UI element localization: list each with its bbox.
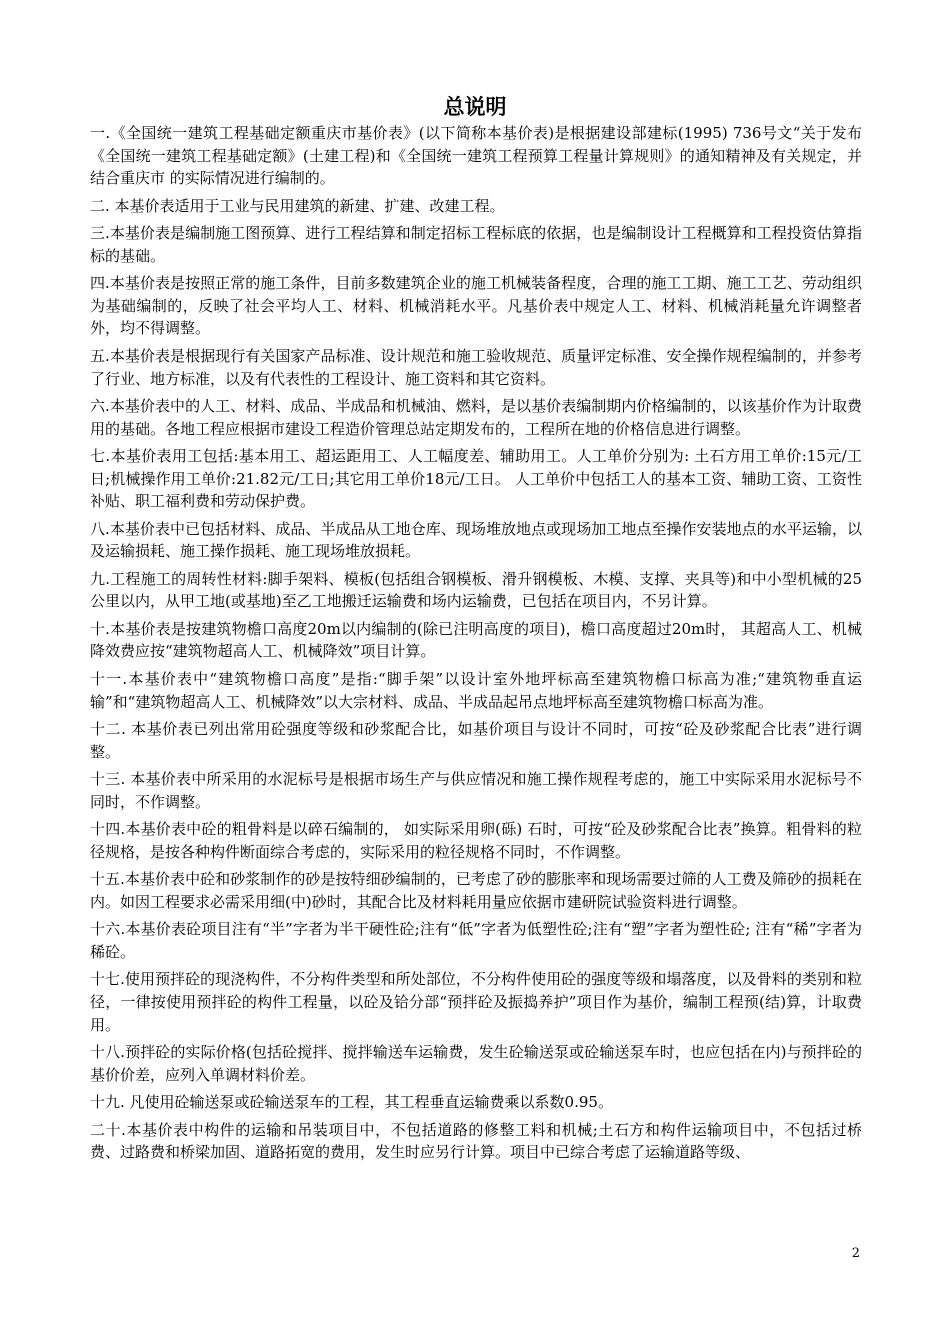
paragraph-2: 二. 本基价表适用于工业与民用建筑的新建、扩建、改建工程。 (90, 196, 505, 215)
paragraph-17: 十七.使用预拌砼的现浇构件，不分构件类型和所处部位，不分构件使用砼的强度等级和塌落度，以及骨料的类别和粒径，一律按使用预拌砼的构件工程量，以砼及铪分部“预拌砼及振捣养护”项目作为基价，编制工程预(结)算，计取费用。 (90, 970, 862, 1034)
document-title: 总说明 (443, 95, 507, 119)
paragraph-3: 三.本基价表是编制施工图预算、进行工程结算和制定招标工程标底的依据，也是编制设计工程概算和工程投资估算指标的基础。 (90, 224, 862, 265)
paragraph-20: 二十.本基价表中构件的运输和吊装项目中，不包括道路的修整工料和机械;土石方和构件运输项目中，不包括过桥费、过路费和桥梁加固、道路拓宽的费用，发生时应另行计算。项目中已综合考虑了运输道路等级、 (90, 1120, 862, 1162)
document-body (90, 122, 862, 1169)
paragraph-9: 九.工程施工的周转性材料:脚手架料、模板(包括组合钢模板、滑升钢模板、木模、支撑、夹具等)和中小型机械的25公里以内，从甲工地(或基地)至乙工地搬迁运输费和场内运输费，已包括在项目内，不另计算。 (90, 569, 862, 611)
paragraph-12: 十二. 本基价表已列出常用砼强度等级和砂浆配合比，如基价项目与设计不同时，可按“砼及砂浆配合比表”进行调整。 (90, 720, 862, 761)
paragraph-10: 十.本基价表是按建筑物檐口高度20m以内编制的(除已注明高度的项目)，檐口高度超过20m时， 其超高人工、机械降效费应按“建筑物超高人工、机械降效”项目计算。 (90, 619, 862, 661)
paragraph-16: 十六.本基价表砼项目注有“半”字者为半干硬性砼;注有“低”字者为低塑性砼;注有“塑”字者为塑性砼; 注有“稀”字者为稀砼。 (90, 920, 862, 961)
paragraph-6: 六.本基价表中的人工、材料、成品、半成品和机械油、燃料，是以基价表编制期内价格编制的，以该基价作为计取费用的基础。各地工程应根据市建设工程造价管理总站定期发布的，工程所在地的价格信息进行调整。 (90, 396, 862, 438)
paragraph-19: 十九. 凡使用砼输送泵或砼输送泵车的工程，其工程垂直运输费乘以系数0.95。 (90, 1093, 613, 1112)
page-number: 2 (851, 1246, 860, 1261)
paragraph-1: 一.《全国统一建筑工程基础定额重庆市基价表》(以下简称本基价表)是根据建设部建标(1995) 736号文“关于发布《全国统一建筑工程基础定额》(土建工程)和《全国统一建筑工程预算工程量计算规则》的通知精神及有关规定，并结合重庆市 的实际情况进行编制的。 (90, 124, 862, 188)
paragraph-11: 十一.本基价表中“建筑物檐口高度”是指:“脚手架”以设计室外地坪标高至建筑物檐口标高为准;“建筑物垂直运输”和“建筑物超高人工、机械降效”以大宗材料、成品、半成品起吊点地坪标高至建筑物檐口标高为准。 (90, 669, 862, 711)
paragraph-13: 十三. 本基价表中所采用的水泥标号是根据市场生产与供应情况和施工操作规程考虑的，施工中实际采用水泥标号不同时，不作调整。 (90, 770, 862, 811)
paragraph-7: 七.本基价表用工包括:基本用工、超运距用工、人工幅度差、辅助用工。人工单价分别为: 土石方用工单价:15元/工日;机械操作用工单价:21.82元/工日;其它用工单价18元/工日。 人工单价中包括工人的基本工资、辅助工资、工资性补贴、职工福利费和劳动保护费。 (90, 447, 862, 511)
paragraph-8: 八.本基价表中已包括材料、成品、半成品从工地仓库、现场堆放地点或现场加工地点至操作安装地点的水平运输，以及运输损耗、施工操作损耗、施工现场堆放损耗。 (90, 519, 862, 561)
paragraph-4: 四.本基价表是按照正常的施工条件，目前多数建筑企业的施工机械装备程度，合理的施工工期、施工工艺、劳动组织为基础编制的，反映了社会平均人工、材料、机械消耗水平。凡基价表中规定人工、材料、机械消耗量允许调整者外，均不得调整。 (90, 274, 862, 338)
paragraph-15: 十五.本基价表中砼和砂浆制作的砂是按特细砂编制的，已考虑了砂的膨胀率和现场需要过筛的人工费及筛砂的损耗在内。如因工程要求必需采用细(中)砂时，其配合比及材料耗用量应依据市建研院试验资料进行调整。 (90, 870, 862, 911)
paragraph-5: 五.本基价表是根据现行有关国家产品标准、设计规范和施工验收规范、质量评定标准、安全操作规程编制的，并参考了行业、地方标准，以及有代表性的工程设计、施工资料和其它资料。 (90, 346, 862, 388)
paragraph-18: 十八.预拌砼的实际价格(包括砼搅拌、搅拌输送车运输费，发生砼输送泵或砼输送泵车时，也应包括在内)与预拌砼的基价价差，应列入单调材料价差。 (90, 1043, 862, 1084)
paragraph-14: 十四.本基价表中砼的粗骨料是以碎石编制的， 如实际采用卵(砾) 石时，可按“砼及砂浆配合比表”换算。粗骨料的粒径规格，是按各种构件断面综合考虑的，实际采用的粒径规格不同时，不作调整。 (90, 820, 862, 861)
